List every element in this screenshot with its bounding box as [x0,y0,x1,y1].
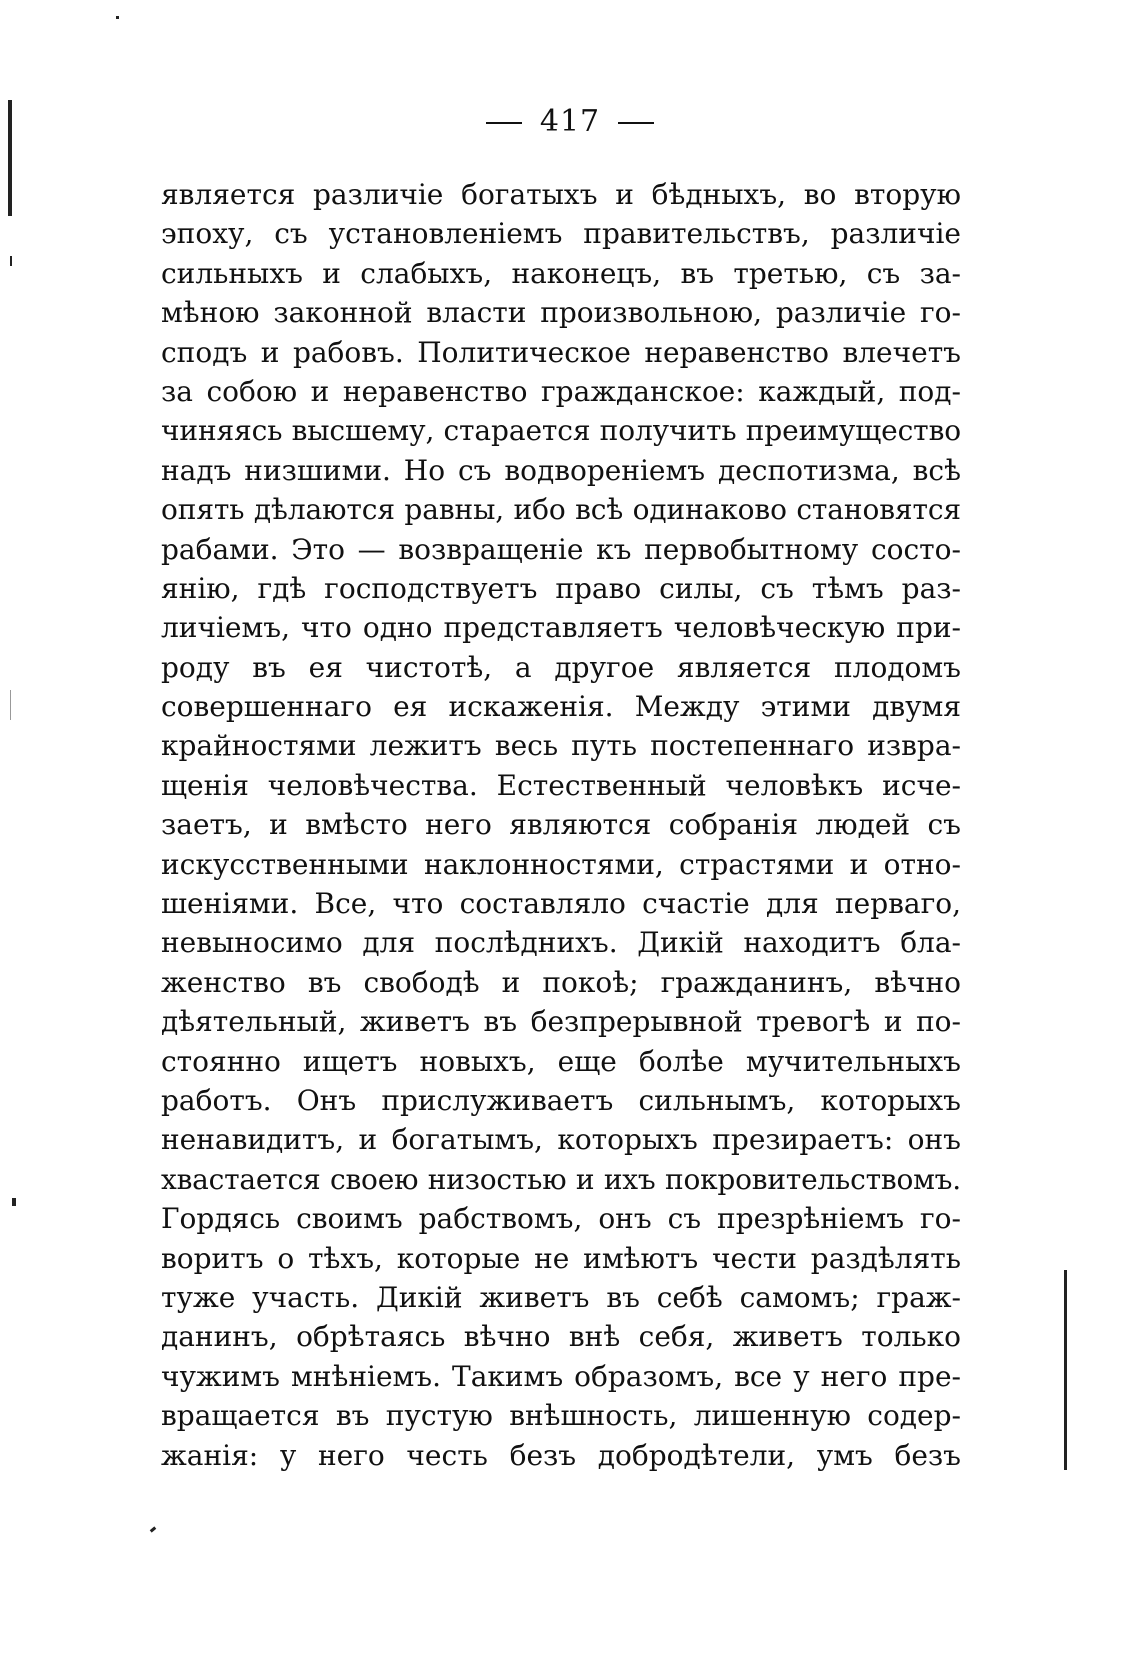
text-line: шеніями. Все, что составляло счастіе для перваго, [161,887,961,921]
text-line: воритъ о тѣхъ, которые не имѣютъ чести раздѣлять [161,1241,961,1275]
text-line: стоянно ищетъ новыхъ, еще болѣе мучительныхъ [161,1044,961,1078]
text-line: янію, гдѣ господствуетъ право силы, съ тѣмъ раз- [161,571,961,605]
text-line: данинъ, обрѣтаясь вѣчно внѣ себя, живетъ только [161,1320,961,1354]
text-line: роду въ ея чистотѣ, а другое является плодомъ [161,650,961,684]
text-line: искусственными наклонностями, страстями и отно- [161,847,961,881]
text-line: эпоху, съ установленіемъ правительствъ, различіе [161,217,961,251]
text-line: работъ. Онъ прислуживаетъ сильнымъ, которыхъ [161,1083,961,1117]
text-line: вращается въ пустую внѣшность, лишенную содер- [161,1399,961,1433]
text-line: чужимъ мнѣніемъ. Такимъ образомъ, все у него пре- [161,1359,961,1393]
scan-mark-bottom [150,1526,157,1532]
text-line: невыносимо для послѣднихъ. Дикій находитъ бла- [161,926,961,960]
scan-mark-left-dot [12,1198,16,1206]
text-line: надъ низшими. Но съ водвореніемъ деспотизма, всѣ [161,453,961,487]
text-line: личіемъ, что одно представляетъ человѣческую при- [161,611,961,645]
text-line: женство въ свободѣ и покоѣ; гражданинъ, вѣчно [161,965,961,999]
text-line: жанія: у него честь безъ добродѣтели, умъ безъ [161,1438,961,1472]
text-line: сподъ и рабовъ. Политическое неравенство влечетъ [161,335,961,369]
text-line: совершеннаго ея искаженія. Между этими двумя [161,690,961,724]
body-text [161,175,961,1475]
text-line: за собою и неравенство гражданское: каждый, под- [161,374,961,408]
scan-mark-left-tick [10,256,12,266]
text-line: мѣною законной власти произвольною, различіе го- [161,296,961,330]
dash-right [618,122,654,124]
text-line: заетъ, и вмѣсто него являются собранія людей съ [161,808,961,842]
text-line: чиняясь высшему, старается получить преимущество [161,414,961,448]
scan-mark-top-dot [116,16,119,19]
text-line: является различіе богатыхъ и бѣдныхъ, во вторую [161,178,961,211]
page-number-text: 417 [539,104,601,139]
text-line: дѣятельный, живетъ въ безпрерывной тревогѣ и по- [161,1005,961,1039]
text-line: рабами. Это — возвращеніе къ первобытному состо- [161,532,961,566]
dash-left [486,122,522,124]
page-number [0,104,1140,139]
scan-mark-right-bar [1064,1270,1067,1470]
text-line: щенія человѣчества. Естественный человѣкъ исче- [161,768,961,802]
text-line: опять дѣлаются равны, ибо всѣ одинаково становятся [161,493,961,527]
text-line: ненавидитъ, и богатымъ, которыхъ презираетъ: онъ [161,1123,961,1157]
text-line: хвастается своею низостью и ихъ покровительствомъ. [161,1162,961,1196]
text-line: Гордясь своимъ рабствомъ, онъ съ презрѣніемъ го- [161,1202,961,1236]
text-line: туже участь. Дикій живетъ въ себѣ самомъ; граж- [161,1280,961,1314]
text-line: сильныхъ и слабыхъ, наконецъ, въ третью, съ за- [161,256,961,290]
scan-mark-left-bar [8,100,12,216]
text-line: крайностями лежитъ весь путь постепеннаго изврa- [161,729,961,763]
scan-mark-left-faint [10,690,11,720]
